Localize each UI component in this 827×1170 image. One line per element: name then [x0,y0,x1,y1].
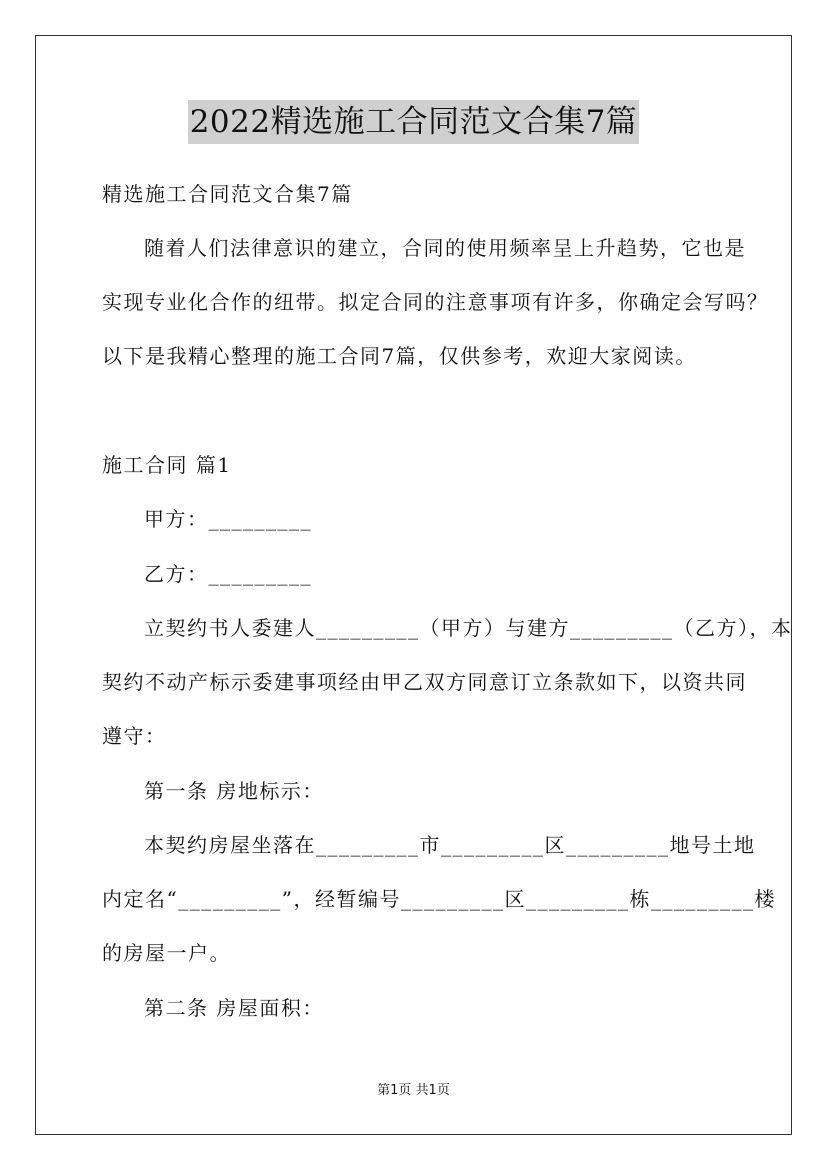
intro-line-3: 以下是我精心整理的施工合同7篇，仅供参考，欢迎大家阅读。 [102,344,697,368]
document-title [0,100,827,144]
preamble-line-1: 立契约书人委建人_________（甲方）与建方_________（乙方），本 [144,616,793,640]
section-heading: 施工合同 篇1 [102,453,232,477]
article-1-line-3: 的房屋一户。 [102,941,231,965]
document-title-text: 2022精选施工合同范文合集7篇 [188,100,640,144]
document-subtitle: 精选施工合同范文合集7篇 [102,182,353,206]
preamble-line-2: 契约不动产标示委建事项经由甲乙双方同意订立条款如下，以资共同 [102,670,747,694]
article-2-title: 第二条 房屋面积： [144,996,324,1020]
article-1-line-2: 内定名“_________”，经暂编号_________区_________栋_________楼 [102,887,776,911]
page-footer: 第1页 共1页 [377,1083,450,1098]
party-b-line: 乙方：_________ [144,562,312,586]
article-1-line-1: 本契约房屋坐落在_________市_________区_________地号土地 [144,833,756,857]
intro-line-2: 实现专业化合作的纽带。拟定合同的注意事项有许多，你确定会写吗？ [102,290,769,314]
party-a-line: 甲方：_________ [144,507,312,531]
preamble-line-3: 遵守： [102,724,167,748]
intro-line-1: 随着人们法律意识的建立，合同的使用频率呈上升趋势，它也是 [144,236,746,260]
article-1-title: 第一条 房地标示： [144,779,324,803]
